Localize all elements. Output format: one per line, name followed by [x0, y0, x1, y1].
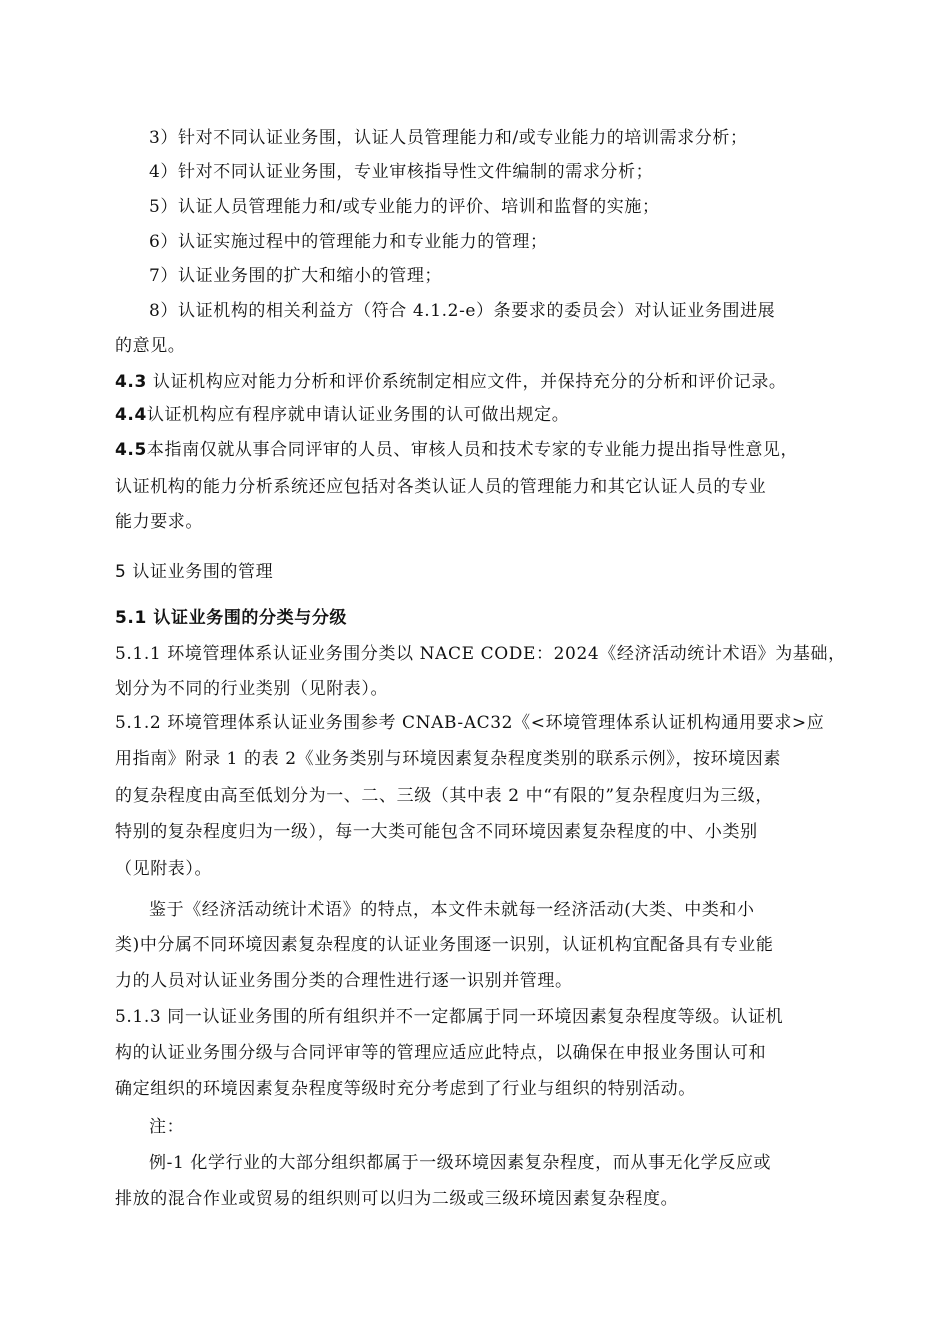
clause-text: 认证机构应对能力分析和评价系统制定相应文件，并保持充分的分析和评价记录。 — [146, 372, 787, 392]
list-item-4: 4）针对不同认证业务围，专业审核指导性文件编制的需求分析； — [149, 162, 654, 182]
list-item-8-continued: 的意见。 — [115, 336, 186, 356]
paragraph-line: 力的人员对认证业务围分类的合理性进行逐一识别并管理。 — [115, 971, 573, 991]
clause-text: 本指南仅就从事合同评审的人员、审核人员和技术专家的专业能力提出指导性意见， — [146, 440, 799, 460]
clause-4-3 — [115, 371, 850, 393]
list-item-7: 7）认证业务围的扩大和缩小的管理； — [149, 266, 443, 286]
section-heading-5: 5 认证业务围的管理 — [115, 562, 274, 582]
list-item-5: 5）认证人员管理能力和/或专业能力的评价、培训和监督的实施； — [149, 197, 660, 217]
clause-number: 4.4 — [115, 405, 147, 425]
list-item-8: 8）认证机构的相关利益方（符合 4.1.2-e）条要求的委员会）对认证业务围进展 — [149, 301, 776, 321]
clause-text: 认证机构应有程序就申请认证业务围的认可做出规定。 — [146, 405, 570, 425]
clause-4-4 — [115, 404, 850, 426]
clause-5-1-3: 5.1.3 同一认证业务围的所有组织并不一定都属于同一环境因素复杂程度等级。认证机 — [115, 1007, 784, 1027]
clause-4-5-line-3: 能力要求。 — [115, 512, 203, 532]
note-label: 注： — [149, 1117, 185, 1137]
example-line-1: 例-1 化学行业的大部分组织都属于一级环境因素复杂程度，而从事无化学反应或 — [149, 1153, 772, 1173]
subsection-heading-5-1: 5.1 认证业务围的分类与分级 — [115, 608, 348, 628]
clause-5-1-2: 5.1.2 环境管理体系认证业务围参考 CNAB-AC32《<环境管理体系认证机构通用要求>应 — [115, 713, 825, 733]
clause-5-1-2-line-2: 用指南》附录 1 的表 2《业务类别与环境因素复杂程度类别的联系示例》，按环境因素 — [115, 749, 781, 769]
clause-5-1-1: 5.1.1 环境管理体系认证业务围分类以 NACE CODE：2024《经济活动统计术语》为基础， — [115, 644, 846, 664]
clause-4-5-line-2: 认证机构的能力分析系统还应包括对各类认证人员的管理能力和其它认证人员的专业 — [115, 477, 767, 497]
example-line-2: 排放的混合作业或贸易的组织则可以归为二级或三级环境因素复杂程度。 — [115, 1189, 679, 1209]
clause-5-1-3-line-3: 确定组织的环境因素复杂程度等级时充分考虑到了行业与组织的特别活动。 — [115, 1079, 696, 1099]
clause-5-1-2-line-4: 特别的复杂程度归为一级），每一大类可能包含不同环境因素复杂程度的中、小类别 — [115, 822, 758, 842]
list-item-3: 3）针对不同认证业务围，认证人员管理能力和/或专业能力的培训需求分析； — [149, 128, 748, 148]
clause-5-1-2-line-5: （见附表）。 — [115, 859, 213, 879]
clause-5-1-2-line-3: 的复杂程度由高至低划分为一、二、三级（其中表 2 中“有限的”复杂程度归为三级， — [115, 786, 774, 806]
clause-5-1-1-line-2: 划分为不同的行业类别（见附表）。 — [115, 679, 389, 699]
list-item-6: 6）认证实施过程中的管理能力和专业能力的管理； — [149, 232, 548, 252]
paragraph-line: 鉴于《经济活动统计术语》的特点，本文件未就每一经济活动(大类、中类和小 — [149, 900, 755, 920]
clause-5-1-3-line-2: 构的认证业务围分级与合同评审等的管理应适应此特点，以确保在申报业务围认可和 — [115, 1043, 767, 1063]
clause-number: 4.3 — [115, 372, 147, 392]
paragraph-line: 类)中分属不同环境因素复杂程度的认证业务围逐一识别，认证机构宜配备具有专业能 — [115, 935, 774, 955]
clause-number: 4.5 — [115, 440, 147, 460]
clause-4-5 — [115, 439, 850, 461]
